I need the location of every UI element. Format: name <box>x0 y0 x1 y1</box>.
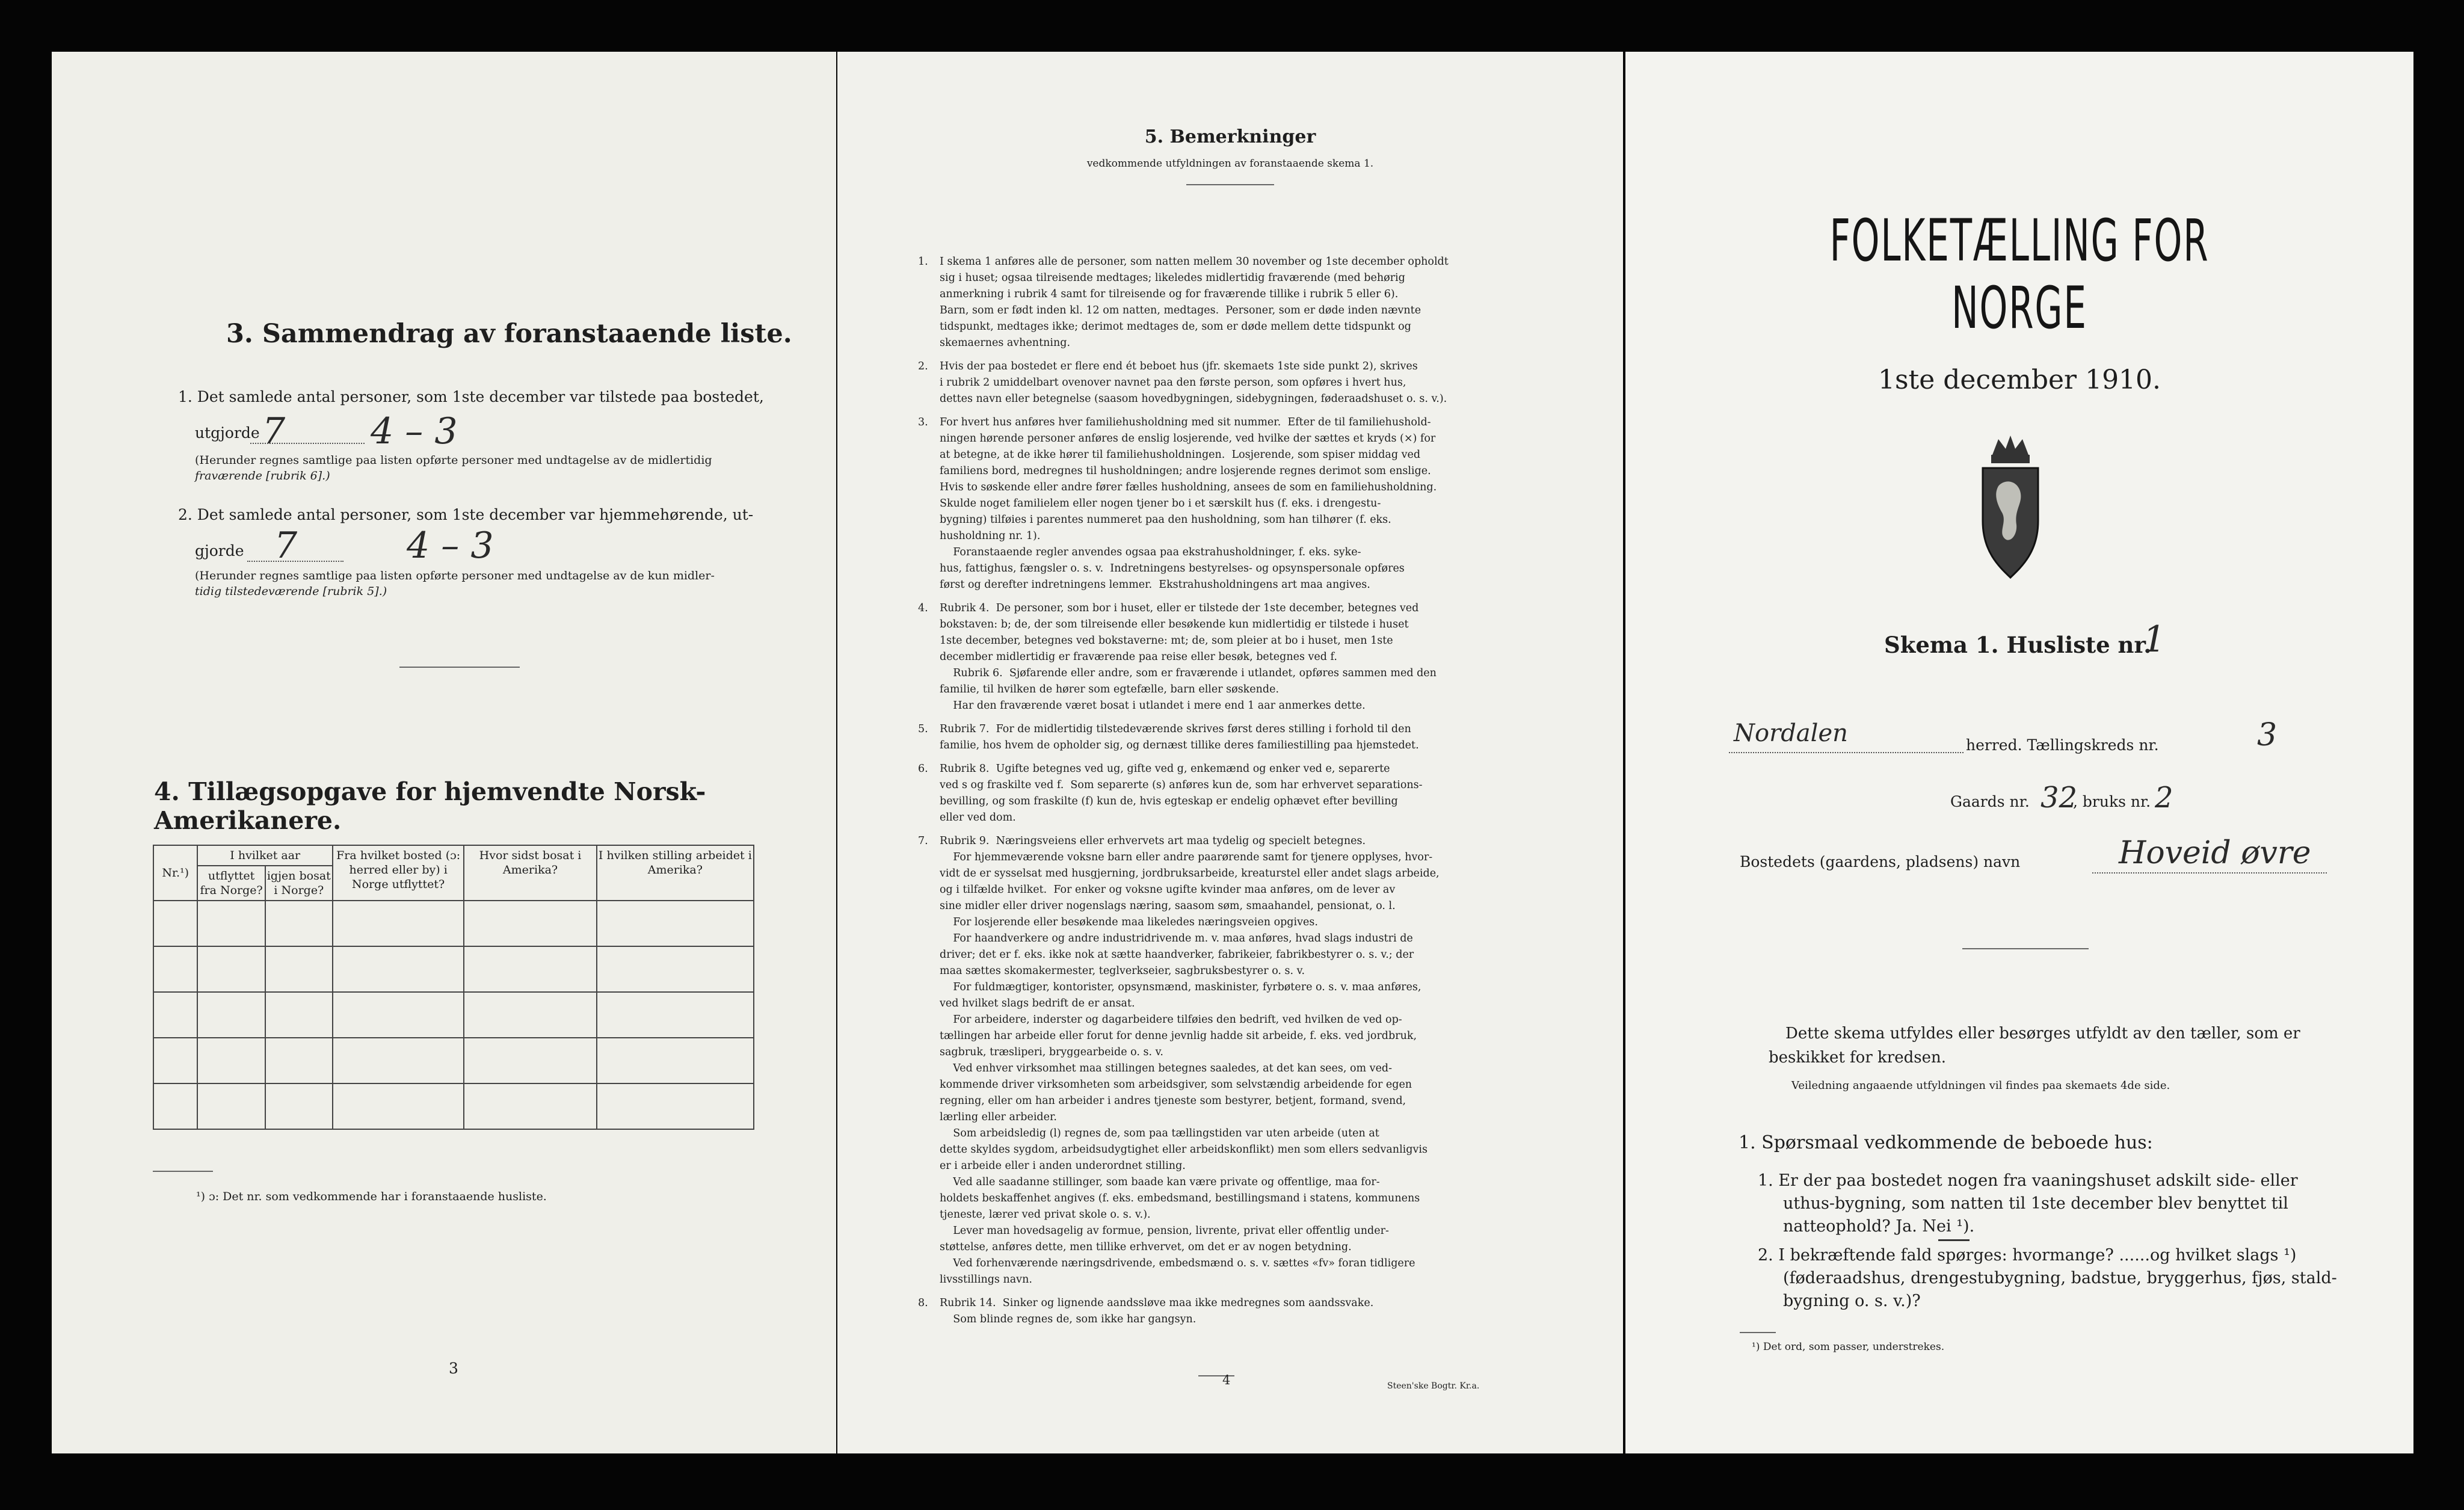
remark-line: Hvis to søskende eller andre fører fælles husholdning, ansees de som en familiehusholdning. <box>940 481 1437 493</box>
item2-line1: 2. Det samlede antal personer, som 1ste december var hjemmehørende, ut- <box>178 506 754 523</box>
remark-item <box>918 721 1565 754</box>
table-row <box>153 1083 754 1129</box>
remark-line: livsstillings navn. <box>940 1274 1032 1286</box>
col-bosted-header: Fra hvilket bosted (ɔ: herred eller by) i Norge utflyttet? <box>333 845 464 901</box>
col-stilling-header: I hvilken stilling arbeidet i Amerika? <box>597 845 754 901</box>
remark-line: familie, hos hvem de opholder sig, og dernæst tillike deres familiestilling paa hjemstedet. <box>940 739 1419 751</box>
divider <box>1962 948 2089 949</box>
remark-line: husholdning nr. 1). <box>940 530 1041 542</box>
bosted-dotline <box>2092 872 2327 874</box>
middle-page <box>837 52 1623 1453</box>
remark-line: vidt de er sysselsat med husgjerning, jordbruksarbeide, kreaturstel eller andet slags arbeide, <box>940 867 1440 880</box>
bosted-label: Bostedets (gaardens, pladsens) navn <box>1740 853 2021 871</box>
bosted-handwritten: Hoveid øvre <box>2119 835 2311 871</box>
divider <box>399 667 520 668</box>
remark-line: Hvis der paa bostedet er flere end ét beboet hus (jfr. skemaets 1ste side punkt 2), skrives <box>940 360 1418 372</box>
remark-line: Rubrik 8. Ugifte betegnes ved ug, gifte ved g, enkemænd og enker ved e, separerte <box>940 763 1390 775</box>
page-number: 4 <box>1222 1373 1231 1387</box>
remark-line: støttelse, anføres dette, men tillike erhvervet, om det er av nogen betydning. <box>940 1241 1352 1253</box>
item2-handwritten-count: 7 <box>274 525 298 567</box>
remark-line: 1ste december, betegnes ved bokstaverne: mt; de, som pleier at bo i huset, men 1ste <box>940 635 1393 647</box>
remark-line: anmerkning i rubrik 4 samt for tilreisende og for fraværende tillike i rubrik 5 eller 6). <box>940 288 1399 300</box>
col-group-header: I hvilket aar <box>197 845 332 866</box>
footnote: ¹) ɔ: Det nr. som vedkommende har i foranstaaende husliste. <box>196 1190 547 1203</box>
remark-item <box>918 254 1565 351</box>
remark-line: eller ved dom. <box>940 812 1016 824</box>
remark-line: ningen hørende personer anføres de enslig losjerende, ved hvilke der sættes et kryds (×) for <box>940 433 1436 445</box>
table-row <box>153 901 754 946</box>
item1-note2: fraværende [rubrik 6].) <box>195 469 330 482</box>
remark-line: lærling eller arbeider. <box>940 1111 1057 1123</box>
remark-number: 8. <box>918 1297 928 1309</box>
remark-line: Rubrik 7. For de midlertidig tilstedeværende skrives først deres stilling i forhold til den <box>940 723 1411 735</box>
intro-line2: beskikket for kredsen. <box>1769 1049 1946 1067</box>
item1-dotline <box>250 443 365 444</box>
left-page <box>52 52 836 1453</box>
remark-line: For fuldmægtiger, kontorister, opsynsmænd, maskinister, fyrbøtere o. s. v. maa anføres, <box>940 981 1421 993</box>
col-utflyttet-header: utflyttet fra Norge? <box>197 866 265 901</box>
census-date: 1ste december 1910. <box>1877 365 2161 395</box>
remark-line: For haandverkere og andre industridrivende m. v. maa anføres, hvad slags industri de <box>940 932 1413 945</box>
remark-item <box>918 1295 1565 1328</box>
col-amerika-header: Hvor sidst bosat i Amerika? <box>464 845 596 901</box>
remark-line: sig i huset; ogsaa tilreisende medtages; likeledes midlertidig fraværende (med behørig <box>940 272 1405 284</box>
remark-line: For hjemmeværende voksne barn eller andre paarørende samt for tjenere opplyses, hvor- <box>940 851 1433 863</box>
remarks-title: 5. Bemerkninger <box>1144 126 1316 147</box>
remark-item <box>918 414 1565 593</box>
footnote-rule <box>153 1171 213 1172</box>
remark-line: bevilling, og som fraskilte (f) kun de, hvis egteskap er endelig ophævet efter bevilling <box>940 795 1398 807</box>
table-row <box>153 946 754 992</box>
remark-line: Lever man hovedsagelig av formue, pension, livrente, privat eller offentlig under- <box>940 1225 1389 1237</box>
col-igjen-header: igjen bosat i Norge? <box>265 866 333 901</box>
census-title: FOLKETÆLLING FOR NORGE <box>1829 207 2210 342</box>
item2-note2: tidig tilstedeværende [rubrik 5].) <box>195 585 387 598</box>
remark-line: Rubrik 14. Sinker og lignende aandssløve maa ikke medregnes som aandssvake. <box>940 1297 1374 1309</box>
herred-label: herred. Tællingskreds nr. <box>1966 736 2159 754</box>
remark-line: Foranstaaende regler anvendes ogsaa paa ekstrahusholdninger, f. eks. syke- <box>940 546 1361 558</box>
remark-line: sagbruk, træsliperi, bryggearbeide o. s. v. <box>940 1046 1163 1058</box>
printer-mark: Steen'ske Bogtr. Kr.a. <box>1387 1381 1480 1391</box>
gaards-handwritten: 32 <box>2040 781 2078 815</box>
col-nr-header: Nr.¹) <box>153 845 197 901</box>
divider <box>1186 184 1274 185</box>
remark-item <box>918 761 1565 826</box>
remark-line: Rubrik 6. Sjøfarende eller andre, som er fraværende i utlandet, opføres sammen med den <box>940 667 1437 679</box>
remark-line: tællingen har arbeide eller forut for denne jevnlig hadde sit arbeide, f. eks. ved jordbruk, <box>940 1030 1417 1042</box>
questions-title: 1. Spørsmaal vedkommende de beboede hus: <box>1739 1132 2153 1153</box>
q2-line2: (føderaadshus, drengestubygning, badstue, bryggerhus, fjøs, stald- <box>1783 1269 2337 1287</box>
remark-line: I skema 1 anføres alle de personer, som natten mellem 30 november og 1ste december opholdt <box>940 256 1449 268</box>
remark-line: Som arbeidsledig (l) regnes de, som paa tællingstiden var uten arbeide (uten at <box>940 1127 1379 1139</box>
item1-handwritten-count: 7 <box>262 410 286 452</box>
herred-dotline <box>1729 752 1964 753</box>
right-page <box>1625 52 2413 1453</box>
remark-number: 1. <box>918 256 928 268</box>
remark-line: Rubrik 4. De personer, som bor i huset, eller er tilstede der 1ste december, betegnes ved <box>940 602 1419 614</box>
remark-line: driver; det er f. eks. ikke nok at sætte haandverker, fabrikeier, fabrikbestyrer o. s. v.; der <box>940 949 1414 961</box>
footnote: ¹) Det ord, som passer, understrekes. <box>1752 1341 1945 1353</box>
item2-handwritten-split: 4 – 3 <box>407 525 494 567</box>
table-row <box>153 1038 754 1083</box>
remarks-subtitle: vedkommende utfyldningen av foranstaaende skema 1. <box>1086 158 1374 170</box>
q2-line1: 2. I bekræftende fald spørges: hvormange? ......og hvilket slags ¹) <box>1758 1246 2297 1265</box>
remark-line: tidspunkt, medtages ikke; derimot medtages de, som er døde mellem dette tidspunkt og <box>940 321 1411 333</box>
remark-line: Rubrik 9. Næringsveiens eller erhvervets art maa tydelig og specielt betegnes. <box>940 835 1366 847</box>
remark-number: 7. <box>918 835 928 847</box>
remark-line: dette skyldes sygdom, arbeidsudygtighet eller arbeidskonflikt) men som ellers sedvanligvis <box>940 1144 1428 1156</box>
remark-item <box>918 359 1565 407</box>
remark-line: skemaernes avhentning. <box>940 337 1071 349</box>
footnote-rule <box>1740 1332 1776 1333</box>
q1-line3: natteophold? Ja. Nei ¹). <box>1783 1217 1975 1236</box>
remark-item <box>918 833 1565 1288</box>
remark-line: For hvert hus anføres hver familiehusholdning med sit nummer. Efter de til familiehushold- <box>940 416 1431 428</box>
remark-line: Ved alle saadanne stillinger, som baade kan være private og offentlige, maa for- <box>940 1176 1380 1188</box>
remark-line: er i arbeide eller i anden underordnet stilling. <box>940 1160 1186 1172</box>
bruks-label: , bruks nr. <box>2073 793 2151 810</box>
item2-line2: gjorde <box>195 542 244 559</box>
remark-number: 3. <box>918 416 928 428</box>
remark-line: ved hvilket slags bedrift de er ansat. <box>940 997 1135 1009</box>
remark-line: For arbeidere, inderster og dagarbeidere tilføies den bedrift, ved hvilken de ved op- <box>940 1014 1402 1026</box>
q2-line3: bygning o. s. v.)? <box>1783 1292 1921 1310</box>
remark-line: regning, eller om han arbeider i andres tjeneste som bestyrer, betjent, formand, svend, <box>940 1095 1406 1107</box>
remark-line: bokstaven: b; de, der som tilreisende eller besøkende kun midlertidig er tilstede i huset <box>940 618 1409 630</box>
remark-line: ved s og fraskilte ved f. Som separerte (s) anføres kun de, som har erhvervet separations- <box>940 779 1423 791</box>
skema-label: Skema 1. Husliste nr. <box>1884 632 2152 658</box>
norsk-amerikanere-table <box>153 845 754 1130</box>
remark-line: i rubrik 2 umiddelbart ovenover navnet paa den første person, som opføres i hvert hus, <box>940 377 1406 389</box>
remark-line: Barn, som er født inden kl. 12 om natten, medtages. Personer, som er døde inden nævnte <box>940 304 1421 316</box>
remark-number: 5. <box>918 723 928 735</box>
q1-line1: 1. Er der paa bostedet nogen fra vaaningshuset adskilt side- eller <box>1758 1171 2298 1190</box>
husliste-number: 1 <box>2143 618 2166 661</box>
gaards-label: Gaards nr. <box>1950 793 2030 810</box>
remark-line: hus, fattighus, fængsler o. s. v. Indretningens bestyrelses- og opsynspersonale opføres <box>940 562 1405 575</box>
remark-line: Ved forhenværende næringsdrivende, embedsmænd o. s. v. sættes «fv» foran tidligere <box>940 1257 1415 1269</box>
remark-line: For losjerende eller besøkende maa likeledes næringsveien opgives. <box>940 916 1318 928</box>
answer-underline <box>1938 1239 1970 1241</box>
remark-line: Har den fraværende været bosat i utlandet i mere end 1 aar anmerkes dette. <box>940 700 1366 712</box>
intro-guidance: Veiledning angaaende utfyldningen vil findes paa skemaets 4de side. <box>1791 1079 2170 1092</box>
remark-line: familie, til hvilken de hører som egtefælle, barn eller søskende. <box>940 683 1280 695</box>
remark-line: og i tilfælde hvilket. For enker og voksne ugifte kvinder maa anføres, om de lever av <box>940 884 1396 896</box>
remark-line: kommende driver virksomheten som arbeidsgiver, som selvstændig arbeidende for egen <box>940 1079 1412 1091</box>
remark-number: 2. <box>918 360 928 372</box>
table-row <box>153 992 754 1038</box>
remark-line: dettes navn eller betegnelse (saasom hovedbygningen, sidebygningen, føderaadshuset o. s. v.). <box>940 393 1447 405</box>
remark-line: december midlertidig er fraværende paa reise eller besøk, betegnes ved f. <box>940 651 1337 663</box>
remark-line: Ved enhver virksomhet maa stillingen betegnes saaledes, at det kan sees, om ved- <box>940 1062 1393 1074</box>
remark-line: maa sættes skomakermester, teglverkseier, sagbruksbestyrer o. s. v. <box>940 965 1305 977</box>
remark-item <box>918 600 1565 714</box>
intro-line1: Dette skema utfyldes eller besørges utfyldt av den tæller, som er <box>1785 1025 2300 1043</box>
remark-line: Skulde noget familielem eller nogen tjener bo i et særskilt hus (f. eks. i drengestu- <box>940 498 1381 510</box>
remark-line: holdets beskaffenhet angives (f. eks. embedsmand, bestillingsmand i statens, kommunens <box>940 1192 1420 1204</box>
page-number: 3 <box>449 1360 458 1377</box>
section4-title: 4. Tillægsopgave for hjemvendte Norsk-Amerikanere. <box>154 777 706 835</box>
item2-dotline <box>247 561 343 562</box>
remark-line: Som blinde regnes de, som ikke har gangsyn. <box>940 1313 1197 1325</box>
herred-handwritten: Nordalen <box>1734 720 1848 747</box>
remark-number: 4. <box>918 602 928 614</box>
remark-number: 6. <box>918 763 928 775</box>
remark-line: sine midler eller driver nogenslags næring, saasom søm, smaahandel, pensionat, o. l. <box>940 900 1396 912</box>
remark-line: at betegne, at de ikke hører til familiehusholdningen. Losjerende, som spiser middag ved <box>940 449 1421 461</box>
item1-line1: 1. Det samlede antal personer, som 1ste december var tilstede paa bostedet, <box>178 388 764 405</box>
section3-title: 3. Sammendrag av foranstaaende liste. <box>226 319 792 349</box>
norwegian-coat-of-arms-icon <box>1974 431 2047 582</box>
item1-line2: utgjorde <box>195 424 260 442</box>
remark-line: bygning) tilføies i parentes nummeret paa den husholdning, som han tilhører (f. eks. <box>940 514 1391 526</box>
item1-note1: (Herunder regnes samtlige paa listen opførte personer med undtagelse av de midlertidig <box>195 454 712 467</box>
item2-note1: (Herunder regnes samtlige paa listen opførte personer med undtagelse av de kun midler- <box>195 569 715 582</box>
remark-line: tjeneste, lærer ved privat skole o. s. v.). <box>940 1209 1151 1221</box>
item1-handwritten-split: 4 – 3 <box>371 410 458 452</box>
remark-line: familiens bord, medregnes til husholdningen; andre losjerende regnes derimot som enslige. <box>940 465 1431 477</box>
remark-line: først og derefter indretningens lemmer. Ekstrahusholdningens art maa angives. <box>940 579 1370 591</box>
bruks-handwritten: 2 <box>2155 781 2173 815</box>
kreds-handwritten: 3 <box>2257 717 2278 753</box>
q1-line2: uthus-bygning, som natten til 1ste december blev benyttet til <box>1783 1194 2288 1213</box>
